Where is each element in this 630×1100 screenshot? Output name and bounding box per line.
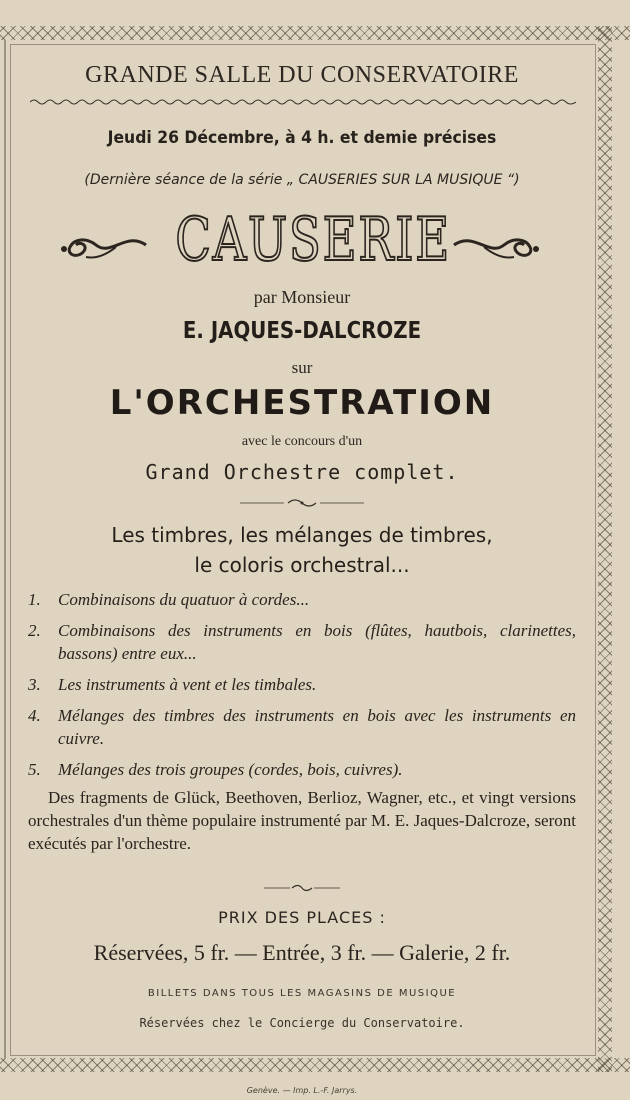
top-ornamental-border [0,26,630,40]
concours-label: avec le concours d'un [241,434,363,449]
program-item-text: Mélanges des timbres des instruments en bois avec les instruments en cuivre. [58,706,576,748]
prices-line: Réservées, 5 fr. — Entrée, 3 fr. — Galerie, 2 fr. [93,940,511,965]
program-list [28,588,576,789]
program-item-number: 5. [28,760,41,779]
right-flourish-icon [452,227,544,263]
par-monsieur: par Monsieur [253,287,351,307]
program-item-number: 4. [28,706,41,725]
bottom-ornamental-border [0,1058,630,1072]
speaker-name: E. JAQUES-DALCROZE [182,318,422,344]
program-item-number: 2. [28,621,41,640]
program-item-text: Combinaisons du quatuor à cordes... [58,590,310,609]
subtitle-line-1: Les timbres, les mélanges de timbres, [111,523,493,547]
venue-title: GRANDE SALLE DU CONSERVATOIRE [85,62,519,88]
causerie-title-group [50,205,550,285]
program-item-number: 1. [28,590,41,609]
sur-label: sur [291,358,313,377]
subtitle [12,520,592,580]
program-item-text: Mélanges des trois groupes (cordes, bois, cuivres). [58,760,403,779]
prices-title: PRIX DES PLACES : [218,908,386,927]
program-item-text: Les instruments à vent et les timbales. [58,675,317,694]
printer-imprint: Genève. — Imp. L.-F. Jarrys. [246,1086,358,1095]
divider-ornament-icon [240,497,364,509]
event-date: Jeudi 26 Décembre, à 4 h. et demie précises [107,128,497,148]
subtitle-line-2: le coloris orchestral... [194,553,410,577]
program-item [28,619,576,665]
wavy-rule [30,98,576,106]
program-item [28,588,576,611]
program-item [28,704,576,750]
program-item [28,758,576,781]
program-item-number: 3. [28,675,41,694]
small-divider-ornament-icon [254,883,350,893]
orchestre-label: Grand Orchestre complet. [145,460,459,484]
right-ornamental-border [598,26,612,1072]
series-note: (Dernière séance de la série „ CAUSERIES SUR LA MUSIQUE “) [84,172,520,188]
program-item [28,673,576,696]
tickets-reservees: Réservées chez le Concierge du Conservatoire. [139,1016,465,1030]
left-border-line [4,40,6,1058]
fragments-paragraph: Des fragments de Glück, Beethoven, Berlioz, Wagner, etc., et vingt versions orchestrales d'un thème populaire instrumenté par M. E. Jaques-Dalcroze, seront exécutés par l'orchestre. [28,788,576,853]
causerie-title: CAUSERIE [175,205,451,275]
tickets-billets: BILLETS DANS TOUS LES MAGASINS DE MUSIQUE [147,988,457,999]
left-flourish-icon [56,227,148,263]
topic-title: L'ORCHESTRATION [109,383,495,423]
program-item-text: Combinaisons des instruments en bois (flûtes, hautbois, clarinettes, bassons) entre eux... [58,621,576,663]
